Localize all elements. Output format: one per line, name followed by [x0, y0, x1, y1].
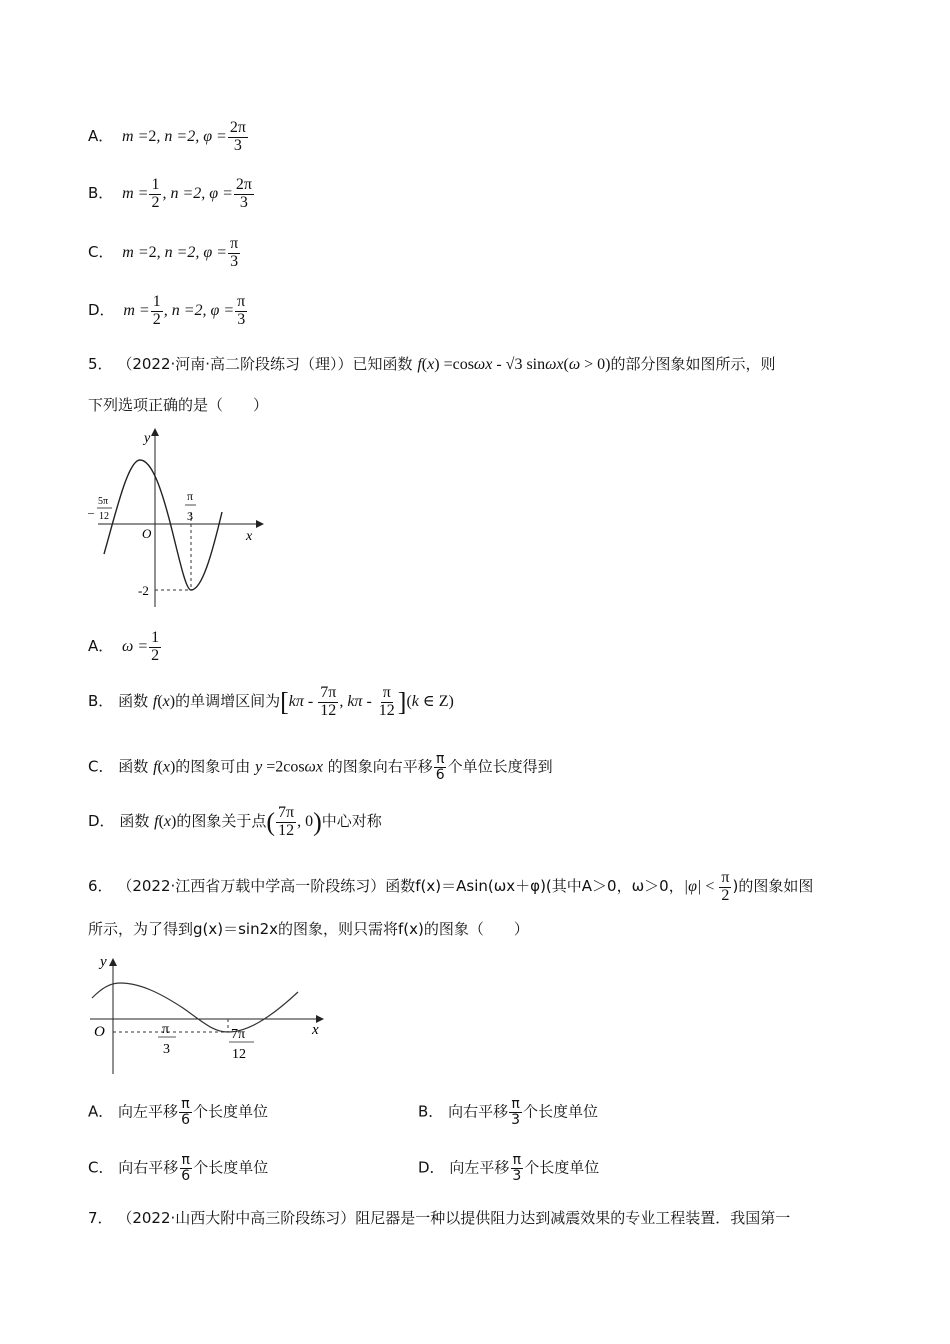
sine-curve: [92, 983, 298, 1032]
q5-stem-line2: 下列选项正确的是（ ）: [88, 396, 269, 414]
option-math: m = $\frac{1}{2}$ , n =2, φ = $\frac{\pi}{3}$: [119, 293, 246, 328]
option-letter: B．: [88, 183, 114, 202]
q5-option-b[interactable]: [88, 685, 454, 720]
q6-option-d[interactable]: D． 向左平移 $\frac{\pi}{3}$ 个长度单位: [418, 1152, 600, 1184]
question-source: （2022·河南·高二阶段练习（理））: [117, 355, 353, 373]
y-label: y: [144, 431, 151, 446]
option-text: 的单调增区间为: [175, 691, 281, 710]
option-letter: B．: [418, 1102, 444, 1121]
tick-minus: –: [88, 505, 94, 519]
q6-option-a[interactable]: A． 向左平移 $\frac{\pi}{6}$ 个长度单位: [88, 1096, 268, 1128]
q4-option-c[interactable]: [88, 236, 241, 271]
origin-label: O: [94, 1024, 105, 1040]
tick1-num: π: [162, 1022, 170, 1037]
option-letter: C．: [88, 1158, 114, 1177]
question-source: （2022·江西省万载中学高一阶段练习）: [117, 876, 386, 895]
option-letter: C．: [88, 757, 114, 776]
right-tick-num: π: [187, 489, 194, 503]
option-math: ω = $\frac{1}{2}$: [118, 629, 160, 664]
option-text: 个长度单位: [523, 1102, 599, 1121]
option-math: f(x): [154, 812, 177, 830]
option-text: 个长度单位: [524, 1158, 600, 1177]
option-letter: B．: [88, 691, 114, 710]
stem-text: 已知函数: [352, 355, 413, 373]
option-letter: D．: [418, 1158, 445, 1177]
option-text: 向左平移: [118, 1102, 179, 1121]
q5-option-a[interactable]: [88, 630, 162, 665]
question-source: （2022·山西大附中高三阶段练习）: [117, 1209, 356, 1227]
option-letter: A．: [88, 126, 114, 145]
tick1-den: 3: [163, 1042, 170, 1057]
q7-stem: [88, 1207, 790, 1228]
option-letter: D．: [88, 300, 115, 319]
option-letter: D．: [88, 811, 115, 830]
y-label: y: [100, 954, 107, 970]
function-formula: f(x) =cosωx - √3 sinωx(ω > 0): [417, 356, 611, 373]
option-math: m = $\frac{1}{2}$ , n =2, φ = $\frac{2\pi}{3}$: [118, 176, 252, 211]
question-number: 7．: [88, 1209, 113, 1227]
option-math: m =2, n =2, φ = $\frac{2\pi}{3}$: [118, 119, 246, 154]
option-text: 个单位长度得到: [447, 757, 553, 776]
q5-stem-line1: [88, 353, 776, 374]
right-tick-den: 3: [187, 509, 193, 523]
q6-option-b[interactable]: B． 向右平移 $\frac{\pi}{3}$ 个长度单位: [418, 1096, 599, 1128]
question-number: 6．: [88, 876, 113, 895]
option-letter: A．: [88, 636, 114, 655]
point-math: ( $\frac{7\pi}{12}$ , 0): [266, 804, 322, 839]
option-text: 的图象可由: [175, 757, 251, 776]
q4-option-d[interactable]: [88, 294, 248, 329]
q5-option-d[interactable]: [88, 805, 382, 840]
phi-condition: |φ| < $\frac{\pi}{2}$: [683, 869, 730, 904]
option-math: f(x): [153, 758, 176, 776]
interval-math: [kπ - $\frac{7\pi}{12}$ , kπ - $\frac{\pi}{12}$ ](k ∈ Z): [280, 684, 454, 719]
option-text: 函数: [119, 811, 150, 830]
x-label: x: [246, 529, 253, 544]
option-text: 函数: [118, 691, 149, 710]
left-tick-num: 5π: [98, 496, 109, 507]
option-math: f(x): [152, 692, 176, 710]
option-text: 个长度单位: [193, 1158, 269, 1177]
option-math: m =2, n =2, φ = $\frac{\pi}{3}$: [118, 235, 239, 270]
tick2-den: 12: [232, 1047, 246, 1062]
q5-graph: [88, 422, 268, 612]
option-letter: A．: [88, 1102, 114, 1121]
option-text: 的图象向右平移: [327, 757, 433, 776]
option-text: 向左平移: [449, 1158, 510, 1177]
sine-curve: [104, 460, 222, 590]
stem-text: 阻尼器是一种以提供阻力达到减震效果的专业工程装置．我国第一: [355, 1209, 791, 1227]
option-text: 向右平移: [118, 1158, 179, 1177]
min-label: -2: [138, 583, 149, 598]
q5-option-c[interactable]: C． 函数 f(x)的图象可由 y =2cosωx 的图象向右平移 $\frac{\pi}{6}$ 个单位长度得到: [88, 751, 553, 783]
stem-text: 函数f(x)＝Asin(ωx＋φ)(其中A＞0，ω＞0，: [385, 876, 684, 895]
tick2-num: 7π: [231, 1027, 246, 1042]
option-text: 个长度单位: [192, 1102, 268, 1121]
y-axis-arrow: [151, 428, 159, 436]
stem-text: )的图象如图: [732, 876, 814, 895]
cos-formula: y =2cosωx: [255, 758, 323, 776]
origin-label: O: [142, 526, 152, 541]
option-letter: C．: [88, 242, 114, 261]
q6-option-c[interactable]: C． 向右平移 $\frac{\pi}{6}$ 个长度单位: [88, 1152, 269, 1184]
option-text: 的图象关于点: [176, 811, 267, 830]
q6-stem-line1: [88, 870, 813, 905]
option-text: 向右平移: [448, 1102, 509, 1121]
q6-stem-line2: 所示，为了得到g(x)＝sin2x的图象，则只需将f(x)的图象（ ）: [88, 920, 529, 938]
q4-option-a[interactable]: [88, 120, 249, 155]
option-text: 中心对称: [321, 811, 382, 830]
q4-option-b[interactable]: [88, 177, 255, 212]
stem-text: 的部分图象如图所示，则: [610, 355, 776, 373]
x-axis-arrow: [256, 520, 264, 528]
option-text: 函数: [118, 757, 149, 776]
left-tick-den: 12: [99, 511, 109, 522]
q6-graph: [88, 948, 338, 1078]
x-label: x: [312, 1022, 319, 1038]
question-number: 5．: [88, 355, 113, 373]
y-axis-arrow: [109, 958, 117, 966]
